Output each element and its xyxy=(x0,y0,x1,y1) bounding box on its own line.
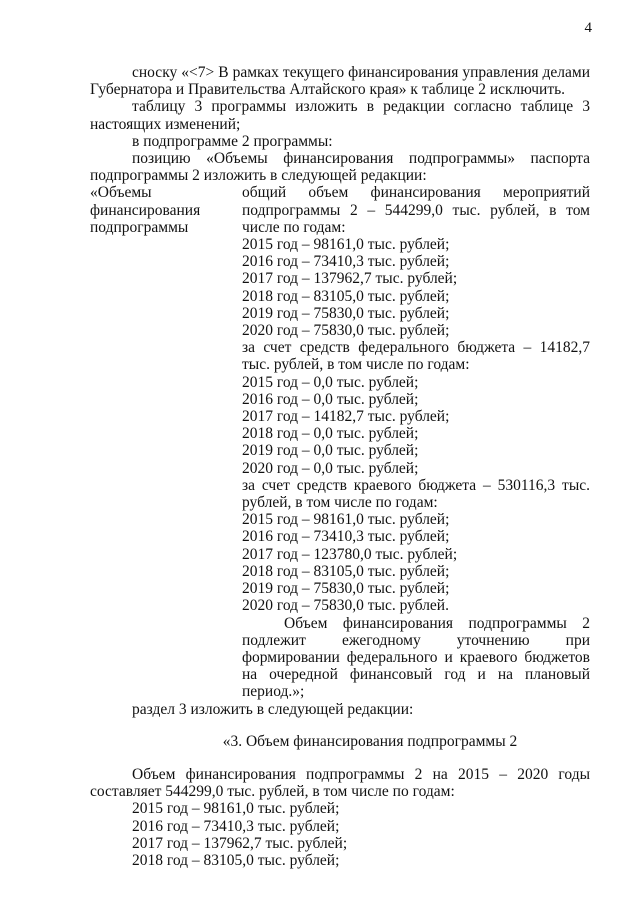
federal-year-2018: 2018 год – 0,0 тыс. рублей; xyxy=(242,425,419,443)
intro-paragraph-3: в подпрограмме 2 программы: xyxy=(132,132,333,150)
section3-text: Объем финансирования подпрограммы 2 на 2015 – 2020 годы составляет 544299,0 тыс. рублей, в том числе по годам: xyxy=(90,765,590,801)
total-funding-text: общий объем финансирования мероприятий подпрограммы 2 – 544299,0 тыс. рублей, в том числе по годам: xyxy=(242,184,590,236)
page-number: 4 xyxy=(584,20,592,36)
federal-year-2015: 2015 год – 0,0 тыс. рублей; xyxy=(242,373,419,391)
regional-year-2017: 2017 год – 123780,0 тыс. рублей; xyxy=(242,545,458,563)
total-year-2020: 2020 год – 75830,0 тыс. рублей; xyxy=(242,322,450,340)
section3-year-2016: 2016 год – 73410,3 тыс. рублей; xyxy=(132,817,340,835)
passport-table xyxy=(90,184,590,700)
section3-intro: раздел 3 изложить в следующей редакции: xyxy=(132,700,414,718)
regional-funding-text: за счет средств краевого бюджета – 530116,3 тыс. рублей, в том числе по годам: xyxy=(242,476,590,512)
section3-heading: «3. Объем финансирования подпрограммы 2 xyxy=(222,732,518,750)
regional-year-2016: 2016 год – 73410,3 тыс. рублей; xyxy=(242,528,450,546)
section3-year-2018: 2018 год – 83105,0 тыс. рублей; xyxy=(132,851,340,869)
regional-year-2020: 2020 год – 75830,0 тыс. рублей. xyxy=(242,597,449,615)
federal-year-2017: 2017 год – 14182,7 тыс. рублей; xyxy=(242,408,450,426)
total-year-2017: 2017 год – 137962,7 тыс. рублей; xyxy=(242,270,458,288)
intro-paragraph-1: сноску «<7> В рамках текущего финансирования управления делами Губернатора и Правительства Алтайского края» к таблице 2 исключить. xyxy=(90,64,590,99)
passport-value xyxy=(242,184,590,700)
section3-year-2015: 2015 год – 98161,0 тыс. рублей; xyxy=(132,800,340,818)
section3-year-2017: 2017 год – 137962,7 тыс. рублей; xyxy=(132,834,348,852)
total-year-2016: 2016 год – 73410,3 тыс. рублей; xyxy=(242,253,450,271)
section3-years-list xyxy=(90,800,590,869)
federal-year-2019: 2019 год – 0,0 тыс. рублей; xyxy=(242,442,419,460)
funding-note: Объем финансирования подпрограммы 2 подлежит ежегодному уточнению при формировании федерального и краевого бюджетов на очередной финансовый год и на плановый период.»; xyxy=(242,614,590,701)
intro-paragraph-2: таблицу 3 программы изложить в редакции согласно таблице 3 настоящих изменений; xyxy=(90,98,590,133)
regional-year-2018: 2018 год – 83105,0 тыс. рублей; xyxy=(242,562,450,580)
regional-years-list xyxy=(242,511,590,614)
federal-years-list xyxy=(242,374,590,477)
total-year-2018: 2018 год – 83105,0 тыс. рублей; xyxy=(242,287,450,305)
federal-year-2020: 2020 год – 0,0 тыс. рублей; xyxy=(242,459,419,477)
regional-year-2015: 2015 год – 98161,0 тыс. рублей; xyxy=(242,511,450,529)
document-body xyxy=(90,64,590,869)
federal-year-2016: 2016 год – 0,0 тыс. рублей; xyxy=(242,390,419,408)
intro-paragraph-4: позицию «Объемы финансирования подпрограммы» паспорта подпрограммы 2 изложить в следующей редакции: xyxy=(90,150,590,185)
passport-label: «Объемы финансирования подпрограммы xyxy=(90,184,201,236)
total-year-2019: 2019 год – 75830,0 тыс. рублей; xyxy=(242,304,450,322)
total-years-list xyxy=(242,236,590,339)
regional-year-2019: 2019 год – 75830,0 тыс. рублей; xyxy=(242,580,450,598)
total-year-2015: 2015 год – 98161,0 тыс. рублей; xyxy=(242,236,450,254)
federal-funding-text: за счет средств федерального бюджета – 14182,7 тыс. рублей, в том числе по годам: xyxy=(242,339,590,374)
